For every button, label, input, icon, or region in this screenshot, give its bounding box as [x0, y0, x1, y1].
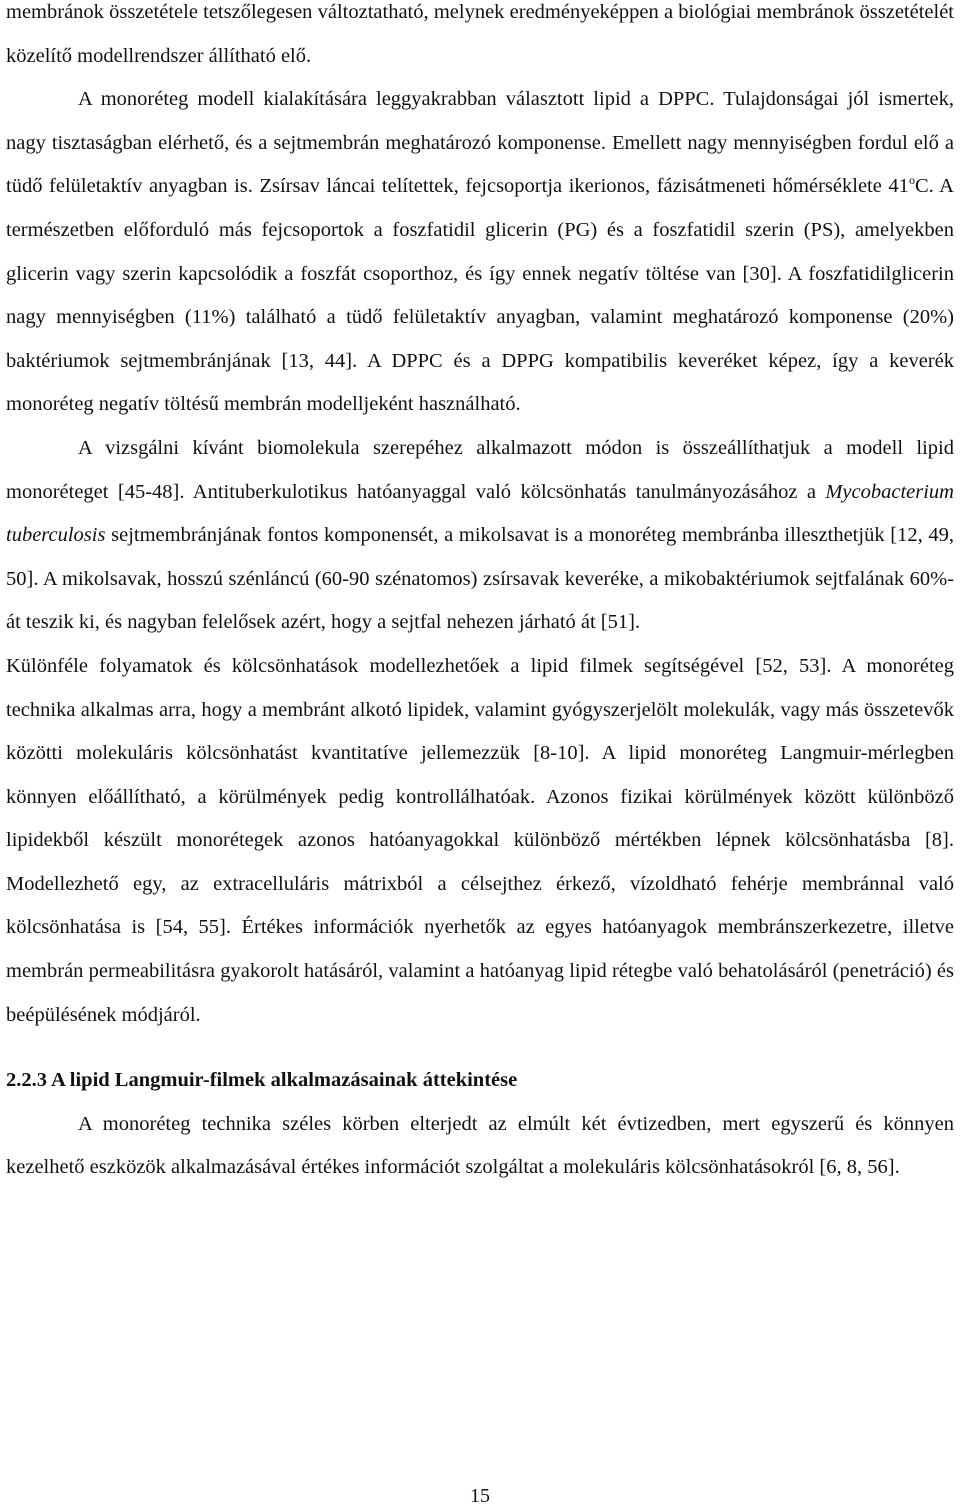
paragraph-dppc-monolayer — [6, 78, 954, 427]
paragraph-mycolic-acid — [6, 427, 954, 645]
species-name-italic: Mycobacterium tuberculosis — [6, 480, 954, 547]
paragraph-monolayer-technique: A monoréteg technika széles körben elterjedt az elmúlt két évtizedben, mert egyszerű és könnyen kezelhető eszközök alkalmazásával értékes információt szolgáltat a molekuláris kölcsönhatásokról [6, 8, 56]. — [6, 1112, 954, 1179]
degree-superscript: o — [908, 173, 915, 188]
page-content — [6, 0, 954, 1190]
paragraph-continuation: membránok összetétele tetszőlegesen változtatható, melynek eredményeképpen a biológiai membránok összetételét közelítő modellrendszer állítható elő. — [6, 1, 954, 67]
paragraph-dppc-text-end: C. A természetben előforduló más fejcsoportok a foszfatidil glicerin (PG) és a foszfatidil szerin (PS), amelyekben glicerin vagy szerin kapcsolódik a foszfát csoporthoz, és így ennek negatív töltése van [30]. A foszfatidilglicerin nagy mennyiségben (11%) található a tüdő felületaktív anyagban, valamint meghatározó komponense (20%) baktériumok sejtmembránjának [13, 44]. A DPPC és a DPPG kompatibilis keveréket képez, így a keverék monoréteg negatív töltésű membrán modelljeként használható. — [6, 175, 954, 416]
paragraph-mycolic-text-end: sejtmembránjának fontos komponensét, a mikolsavat is a monoréteg membránba illeszthetjük [12, 49, 50]. A mikolsavak, hosszú szénláncú (60-90 szénatomos) zsírsavak keveréke, a mikobaktériumok sejtfalának 60%-át teszik ki, és nagyban felelősek azért, hogy a sejtfal nehezen járható át [51]. — [6, 524, 954, 634]
paragraph-mycolic-text-start: A vizsgálni kívánt biomolekula szerepéhez alkalmazott módon is összeállíthatjuk a modell lipid monoréteget [45-48]. Antituberkulotikus hatóanyaggal való kölcsönhatás tanulmányozásához a — [6, 436, 954, 503]
paragraph-lipid-film-models: Különféle folyamatok és kölcsönhatások modellezhetőek a lipid filmek segítségével [52, 53]. A monoréteg technika alkalmas arra, hogy a membránt alkotó lipidek, valamint gyógyszerjelölt molekulák, vagy más összetevők közötti molekuláris kölcsönhatást kvantitatíve jellemezzük [8-10]. A lipid monoréteg Langmuir-mérlegben könnyen előállítható, a körülmények pedig kontrollálhatóak. Azonos fizikai körülmények között különböző lipidekből készült monorétegek azonos hatóanyagokkal különböző mértékben lépnek kölcsönhatásba [8]. Modellezhető egy, az extracelluláris mátrixból a célsejthez érkező, vízoldható fehérje membránnal való kölcsönhatása is [54, 55]. Értékes információk nyerhetők az egyes hatóanyagok membránszerkezetre, illetve membrán permeabilitásra gyakorolt hatásáról, valamint a hatóanyag lipid rétegbe való behatolásáról (penetráció) és beépülésének módjáról. — [6, 654, 954, 1026]
page-number: 15 — [470, 1485, 490, 1507]
paragraph-dppc-text-start: A monoréteg modell kialakítására leggyakrabban választott lipid a DPPC. Tulajdonságai jól ismertek, nagy tisztaságban elérhető, és a sejtmembrán meghatározó komponense. Emellett nagy mennyiségben fordul elő a tüdő felületaktív anyagban is. Zsírsav láncai telítettek, fejcsoportja ikerionos, fázisátmeneti hőmérséklete 41 — [6, 88, 954, 198]
section-heading: 2.2.3 A lipid Langmuir-filmek alkalmazásainak áttekintése — [6, 1069, 518, 1092]
